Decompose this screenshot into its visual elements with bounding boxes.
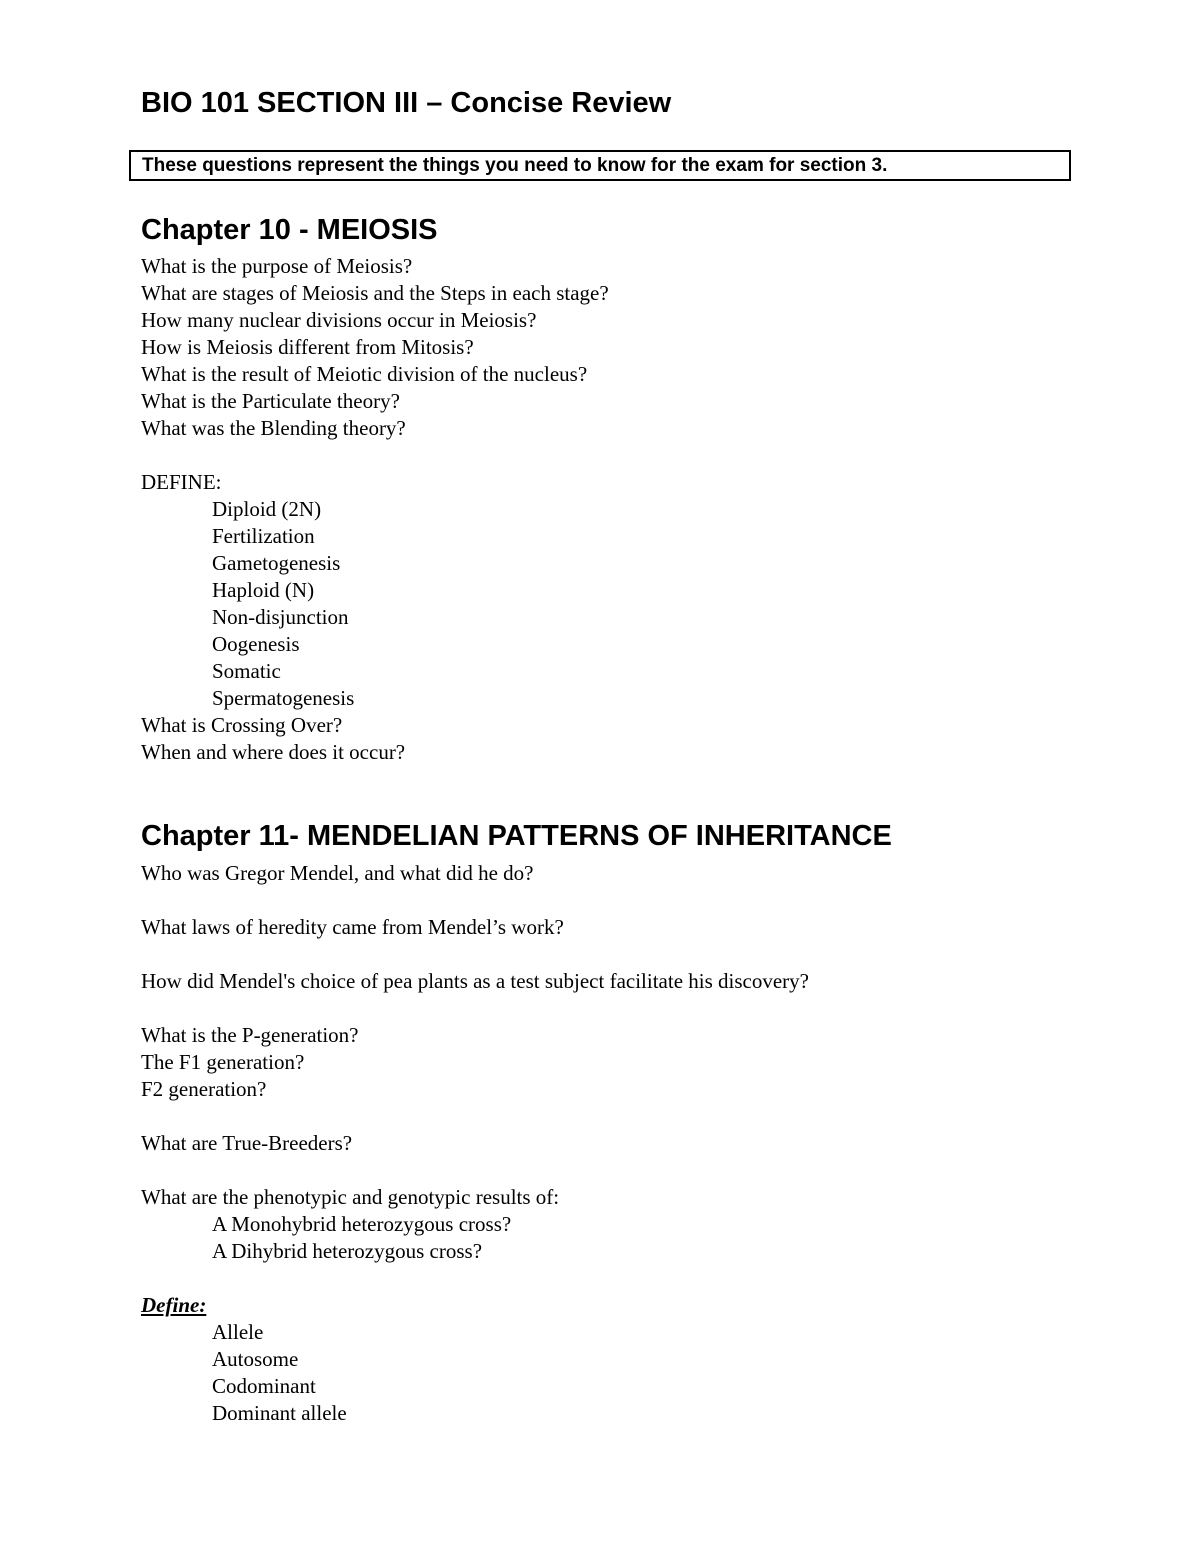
term-item: Non-disjunction [212, 605, 349, 629]
chapter-11-body [141, 860, 1141, 1427]
term-item: Spermatogenesis [212, 686, 355, 710]
term-item: Allele [212, 1320, 264, 1344]
question-item: The F1 generation? [141, 1050, 305, 1074]
term-item: Codominant [212, 1374, 316, 1398]
question-item: What laws of heredity came from Mendel’s work? [141, 915, 564, 939]
question-item: F2 generation? [141, 1077, 267, 1101]
term-item: Oogenesis [212, 632, 300, 656]
notice-text: These questions represent the things you need to know for the exam for section 3. [142, 155, 888, 176]
term-item: Somatic [212, 659, 281, 683]
term-item: Diploid (2N) [212, 497, 322, 521]
term-item: Haploid (N) [212, 578, 315, 602]
question-item: Who was Gregor Mendel, and what did he do? [141, 861, 534, 885]
cross-item: A Dihybrid heterozygous cross? [212, 1239, 483, 1263]
question-item: What is Crossing Over? [141, 713, 343, 737]
document-title: BIO 101 SECTION III – Concise Review [141, 87, 672, 119]
define-label: Define: [141, 1293, 207, 1317]
spacer [141, 1103, 1141, 1130]
question-item: How did Mendel's choice of pea plants as a test subject facilitate his discovery? [141, 969, 809, 993]
term-item: Dominant allele [212, 1401, 347, 1425]
question-item: What is the P-generation? [141, 1023, 359, 1047]
chapter-10-body [141, 253, 1141, 766]
question-item: How many nuclear divisions occur in Meiosis? [141, 308, 537, 332]
question-item: What was the Blending theory? [141, 416, 406, 440]
spacer [141, 941, 1141, 968]
term-item: Gametogenesis [212, 551, 341, 575]
cross-item: A Monohybrid heterozygous cross? [212, 1212, 512, 1236]
question-item: How is Meiosis different from Mitosis? [141, 335, 474, 359]
chapter-11-heading: Chapter 11- MENDELIAN PATTERNS OF INHERITANCE [141, 820, 892, 852]
spacer [141, 995, 1141, 1022]
question-item: What are True-Breeders? [141, 1131, 353, 1155]
spacer [141, 887, 1141, 914]
notice-box [129, 150, 1071, 181]
question-item: What is the purpose of Meiosis? [141, 254, 413, 278]
question-item: What are stages of Meiosis and the Steps in each stage? [141, 281, 609, 305]
question-item: When and where does it occur? [141, 740, 406, 764]
spacer [141, 442, 1141, 469]
spacer [141, 1157, 1141, 1184]
question-item: What is the result of Meiotic division of the nucleus? [141, 362, 588, 386]
term-item: Autosome [212, 1347, 299, 1371]
define-label: DEFINE: [141, 470, 222, 494]
question-item: What are the phenotypic and genotypic results of: [141, 1185, 560, 1209]
question-item: What is the Particulate theory? [141, 389, 400, 413]
chapter-10-heading: Chapter 10 - MEIOSIS [141, 214, 438, 246]
spacer [141, 1265, 1141, 1292]
term-item: Fertilization [212, 524, 315, 548]
